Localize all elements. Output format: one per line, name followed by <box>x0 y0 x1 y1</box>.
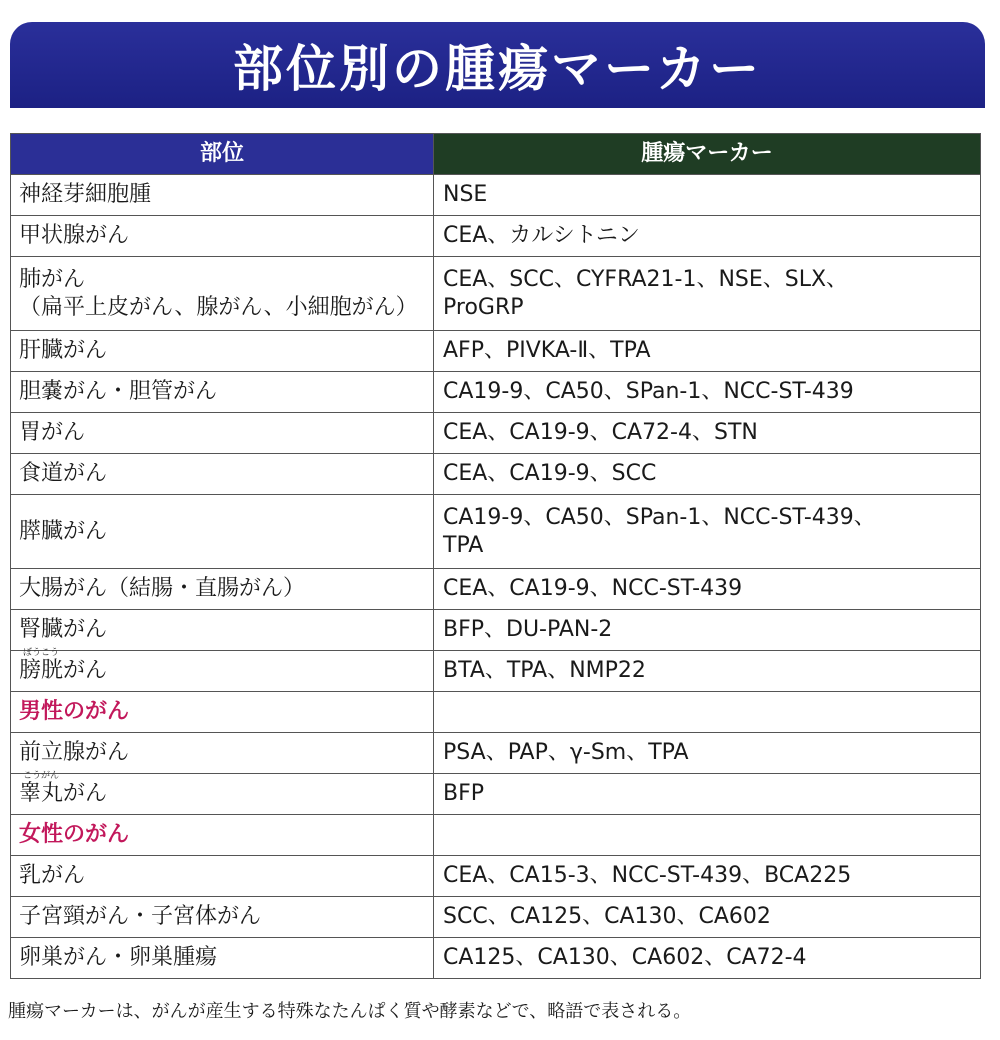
site-label: 大腸がん（結腸・直腸がん） <box>19 576 306 601</box>
site-label: 神経芽細胞腫 <box>19 182 152 207</box>
site-ruby-reading: ぼうこう <box>23 648 60 658</box>
site-ruby <box>19 648 64 685</box>
marker-cell <box>434 897 981 938</box>
table-row <box>11 774 981 815</box>
marker-label: BFP <box>443 781 485 806</box>
table-row <box>11 856 981 897</box>
title-banner <box>10 22 985 108</box>
site-label: 甲状腺がん <box>19 223 130 248</box>
table-row <box>11 413 981 454</box>
site-cell <box>11 257 434 331</box>
header-marker: 腫瘍マーカー <box>434 134 981 175</box>
site-ruby <box>19 771 64 808</box>
site-cell <box>11 413 434 454</box>
marker-label: CA125、CA130、CA602、CA72-4 <box>443 945 807 970</box>
marker-label: CA19-9、CA50、SPan-1、NCC-ST-439 <box>443 379 854 404</box>
marker-cell <box>434 454 981 495</box>
site-cell <box>11 216 434 257</box>
table-row <box>11 454 981 495</box>
site-cell <box>11 648 434 692</box>
site-label: がん <box>63 781 108 806</box>
category-empty-cell <box>434 692 981 733</box>
site-label: 乳がん <box>19 863 86 888</box>
table-body <box>11 175 981 979</box>
site-cell <box>11 569 434 610</box>
marker-label: CEA、カルシトニン <box>443 223 640 248</box>
site-label: がん <box>63 658 108 683</box>
marker-cell <box>434 938 981 979</box>
marker-cell <box>434 413 981 454</box>
page-title: 部位別の腫瘍マーカー <box>233 40 762 98</box>
category-row <box>11 815 981 856</box>
marker-label-continued: TPA <box>443 532 484 558</box>
site-cell <box>11 331 434 372</box>
table-row <box>11 331 981 372</box>
table-row <box>11 938 981 979</box>
site-ruby-base: 睾丸 <box>19 781 64 806</box>
table-row <box>11 495 981 569</box>
marker-label: NSE <box>443 182 488 207</box>
site-cell <box>11 610 434 651</box>
site-sublabel: （扁平上皮がん、腺がん、小細胞がん） <box>19 294 418 320</box>
marker-label: CEA、CA19-9、CA72-4、STN <box>443 420 758 445</box>
category-label: 男性のがん <box>11 692 434 733</box>
marker-label: PSA、PAP、γ-Sm、TPA <box>443 740 689 765</box>
site-label: 子宮頸がん・子宮体がん <box>19 904 262 929</box>
marker-cell <box>434 856 981 897</box>
table-row <box>11 610 981 651</box>
footnote: 腫瘍マーカーは、がんが産生する特殊なたんぱく質や酵素などで、略語で表される。 <box>8 1001 692 1022</box>
category-row <box>11 692 981 733</box>
site-cell <box>11 372 434 413</box>
marker-cell <box>434 495 981 569</box>
marker-label: SCC、CA125、CA130、CA602 <box>443 904 771 929</box>
tumor-marker-table <box>10 133 981 979</box>
category-empty-cell <box>434 815 981 856</box>
site-label: 膵臓がん <box>19 518 108 544</box>
marker-label: CEA、CA15-3、NCC-ST-439、BCA225 <box>443 863 852 888</box>
site-cell <box>11 175 434 216</box>
marker-cell <box>434 610 981 651</box>
marker-label: CEA、CA19-9、NCC-ST-439 <box>443 576 743 601</box>
site-label: 胃がん <box>19 420 86 445</box>
marker-cell <box>434 733 981 774</box>
marker-label: CEA、SCC、CYFRA21-1、NSE、SLX、 <box>443 266 849 292</box>
marker-label: AFP、PIVKA-Ⅱ、TPA <box>443 338 651 363</box>
table-row <box>11 569 981 610</box>
site-label: 卵巣がん・卵巣腫瘍 <box>19 945 218 970</box>
marker-cell <box>434 774 981 815</box>
site-ruby-reading: こうがん <box>23 771 60 781</box>
marker-label-continued: ProGRP <box>443 294 524 320</box>
site-cell <box>11 454 434 495</box>
site-cell <box>11 856 434 897</box>
table-row <box>11 175 981 216</box>
marker-label: CA19-9、CA50、SPan-1、NCC-ST-439、 <box>443 504 876 530</box>
marker-label: BFP、DU-PAN-2 <box>443 617 613 642</box>
marker-cell <box>434 651 981 692</box>
marker-label: CEA、CA19-9、SCC <box>443 461 657 486</box>
site-ruby-base: 膀胱 <box>19 658 64 683</box>
marker-cell <box>434 257 981 331</box>
table-row <box>11 897 981 938</box>
site-label: 腎臓がん <box>19 617 108 642</box>
marker-cell <box>434 216 981 257</box>
table-row <box>11 216 981 257</box>
header-site: 部位 <box>11 134 434 175</box>
site-label: 肺がん <box>19 266 86 292</box>
marker-label: BTA、TPA、NMP22 <box>443 658 646 683</box>
table-header-row <box>11 134 981 175</box>
marker-cell <box>434 569 981 610</box>
site-cell <box>11 938 434 979</box>
table-row <box>11 372 981 413</box>
marker-cell <box>434 331 981 372</box>
table-row <box>11 651 981 692</box>
site-label: 肝臓がん <box>19 338 108 363</box>
site-cell <box>11 495 434 569</box>
marker-cell <box>434 175 981 216</box>
table-row <box>11 257 981 331</box>
site-label: 食道がん <box>19 461 108 486</box>
site-cell <box>11 771 434 815</box>
site-label: 前立腺がん <box>19 740 130 765</box>
site-label: 胆嚢がん・胆管がん <box>19 379 218 404</box>
category-label: 女性のがん <box>11 815 434 856</box>
table-row <box>11 733 981 774</box>
marker-cell <box>434 372 981 413</box>
site-cell <box>11 897 434 938</box>
site-cell <box>11 733 434 774</box>
